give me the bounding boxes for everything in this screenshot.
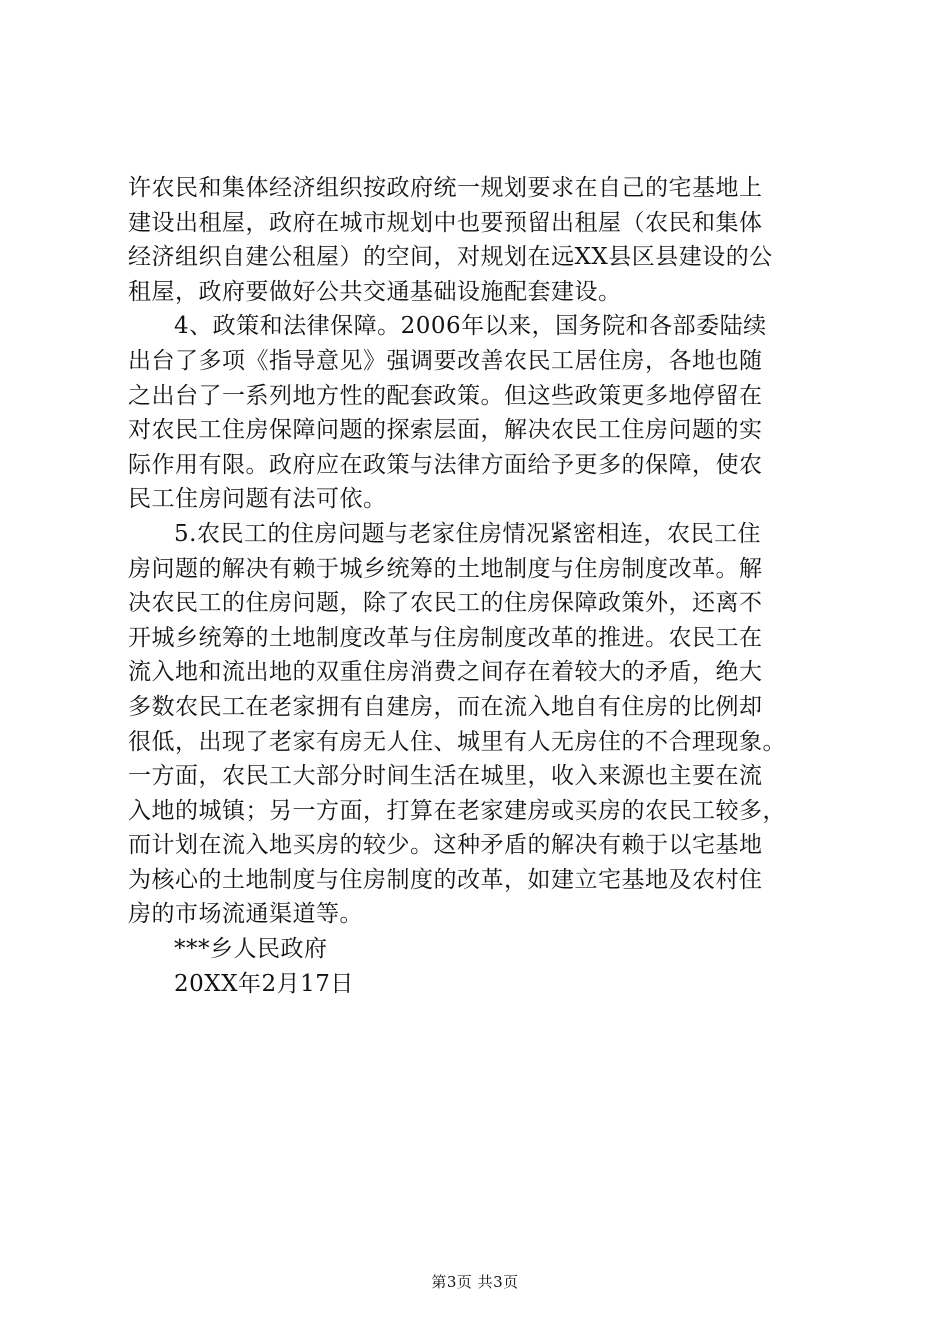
text-line: 决农民工的住房问题，除了农民工的住房保障政策外，还离不: [128, 590, 763, 617]
text-line: 为核心的土地制度与住房制度的改革，如建立宅基地及农村住: [128, 866, 763, 893]
text-line: 出台了多项《指导意见》强调要改善农民工居住房，各地也随: [128, 347, 763, 374]
text-line: 而计划在流入地买房的较少。这种矛盾的解决有赖于以宅基地: [128, 832, 763, 859]
page-footer: 第3页 共3页: [431, 1273, 519, 1291]
text-line: 很低，出现了老家有房无人住、城里有人无房住的不合理现象。: [128, 728, 786, 755]
text-line: 经济组织自建公租屋）的空间，对规划在远XX县区县建设的公: [128, 244, 773, 271]
text-line: 许农民和集体经济组织按政府统一规划要求在自己的宅基地上: [128, 175, 763, 201]
text-line: 多数农民工在老家拥有自建房，而在流入地自有住房的比例却: [128, 693, 763, 720]
text-line: 入地的城镇；另一方面，打算在老家建房或买房的农民工较多，: [128, 797, 786, 824]
text-line: 流入地和流出地的双重住房消费之间存在着较大的矛盾，绝大: [128, 659, 763, 686]
text-line: 房的市场流通渠道等。: [128, 901, 363, 928]
text-line: 之出台了一系列地方性的配套政策。但这些政策更多地停留在: [128, 382, 763, 409]
text-line: 4、政策和法律保障。2006年以来，国务院和各部委陆续: [174, 313, 767, 340]
text-line: 民工住房问题有法可依。: [128, 486, 387, 513]
text-line: 建设出租屋，政府在城市规划中也要预留出租屋（农民和集体: [128, 209, 763, 236]
text-line: 际作用有限。政府应在政策与法律方面给予更多的保障，使农: [128, 451, 763, 478]
text-line: ***乡人民政府: [174, 936, 328, 963]
text-line: 5.农民工的住房问题与老家住房情况紧密相连，农民工住: [174, 520, 761, 547]
text-line: 房问题的解决有赖于城乡统筹的土地制度与住房制度改革。解: [128, 555, 763, 582]
document-body: [128, 171, 848, 1001]
text-line: 一方面，农民工大部分时间生活在城里，收入来源也主要在流: [128, 763, 763, 790]
text-line: 20XX年2月17日: [174, 970, 354, 997]
text-line: 租屋，政府要做好公共交通基础设施配套建设。: [128, 278, 622, 305]
text-line: 对农民工住房保障问题的探索层面，解决农民工住房问题的实: [128, 417, 763, 444]
text-line: 开城乡统筹的土地制度改革与住房制度改革的推进。农民工在: [128, 624, 763, 651]
